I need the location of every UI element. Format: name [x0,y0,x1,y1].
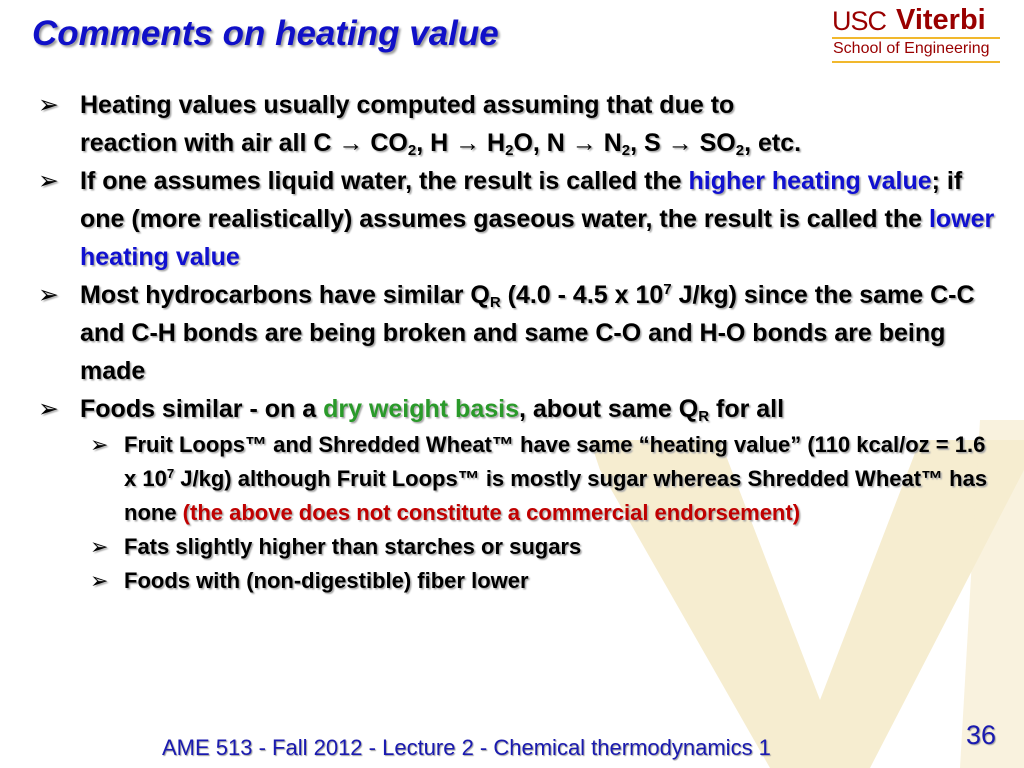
slide-footer: AME 513 - Fall 2012 - Lecture 2 - Chemical thermodynamics 1 [162,735,771,760]
arrow-bullet-icon: ➢ [38,395,59,423]
arrow-bullet-icon: ➢ [38,281,59,309]
arrow-bullet-icon: ➢ [90,534,109,559]
logo-viterbi: Viterbi [896,4,986,36]
subbullet-fats: ➢ Fats slightly higher than starches or sugars [36,530,996,564]
arrow-bullet-icon: ➢ [90,568,109,593]
dry-weight-basis-term: dry weight basis [323,395,519,423]
subbullet-fiber: ➢ Foods with (non-digestible) fiber lower [36,564,996,598]
page-number: 36 [966,720,997,750]
logo-usc: USC [832,6,887,36]
slide-title: Comments on heating value [32,14,499,53]
bullet-liquid-water: ➢ If one assumes liquid water, the result is called the higher heating value; if one (more realistically) assumes gaseous water, the result is called the lower heating value [36,162,996,276]
lower-heating-value-term: lower heating value [80,205,995,271]
endorsement-note: (the above does not constitute a commercial endorsement) [182,500,801,525]
arrow-bullet-icon: ➢ [90,432,109,457]
logo-divider [832,37,1000,39]
bullet-heating-values: ➢ Heating values usually computed assuming that due to reaction with air all $C \to CO_2$, $H \to H_2O$, $N \to N_2$, $S \to SO_2$, etc. [36,86,996,162]
bullet-foods: ➢ Foods similar - on a dry weight basis, about same $Q_R$ for all [36,390,996,428]
slide-body [36,86,996,598]
higher-heating-value-term: higher heating value [688,167,932,195]
logo-school: School of Engineering [833,40,990,57]
usc-viterbi-logo [832,2,1008,66]
logo-underline [832,61,1000,63]
subbullet-fruit-loops: ➢ Fruit Loops™ and Shredded Wheat™ have same “heating value” (110 kcal/oz = 1.6 x $10^7$ J/kg) although Fruit Loops™ is mostly sugar whereas Shredded Wheat™ has none (the above does not constitute a commercial endorsement) [36,428,996,530]
arrow-bullet-icon: ➢ [38,91,59,119]
bullet-hydrocarbons: ➢ Most hydrocarbons have similar $Q_R$ (4.0 - 4.5 x $10^7$ J/kg) since the same C-C and C-H bonds are being broken and same C-O and H-O bonds are being made [36,276,996,390]
arrow-bullet-icon: ➢ [38,167,59,195]
